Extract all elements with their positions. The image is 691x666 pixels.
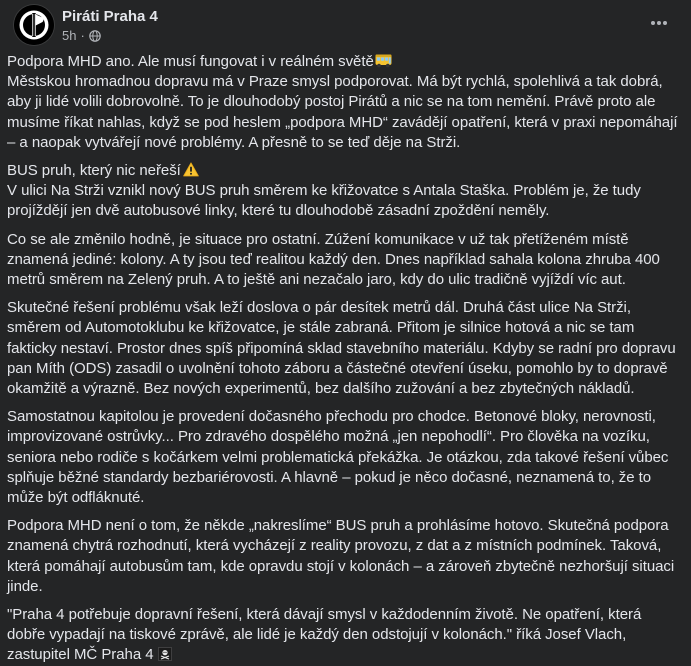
body-line: aby ji lidé volili dobrovolně. To je dlouhodobý postoj Pirátů a nic se na tom nemění. Právě proto ale — [7, 93, 656, 111]
paragraph-6 — [7, 516, 684, 597]
body-line: Skutečné řešení problému však leží doslova o pár desítek metrů dál. Druhá část ulice Na Strži, — [7, 299, 631, 317]
pirate-party-logo-icon — [14, 5, 54, 45]
body-line: okamžitě a výrazně. Bez nových experimentů, bez dalšího zužování a bez zbytečných nákladů. — [7, 380, 635, 398]
warning-emoji-icon — [183, 162, 199, 177]
body-line: směrem od Automotoklubu ke křižovatce, je stále zabraná. Přitom je silnice hotová a nic se tam — [7, 319, 635, 337]
body-line: projíždějí jen dvě autobusové linky, které tu dlouhodobě zásadní zpoždění neměly. — [7, 202, 550, 220]
bus-emoji-icon — [375, 54, 392, 68]
more-options-button[interactable] — [644, 8, 674, 38]
body-line: může být odfláknuté. — [7, 489, 145, 507]
post-timestamp[interactable]: 5h — [62, 28, 77, 43]
body-line: Podpora MHD ano. Ale musí fungovat i v reálném světě — [7, 53, 374, 70]
paragraph-4 — [7, 298, 684, 399]
paragraph-2 — [7, 161, 684, 222]
body-line: – a naopak vytvářejí nové problémy. A přesně to se teď děje na Strži. — [7, 133, 461, 151]
body-line: musíme říkat nahlas, když se pod heslem „podpora MHD“ zavádějí opatření, která v praxi nepomáhají — [7, 113, 678, 131]
body-line: znamená chytrá rozhodnutí, která vycházejí z reality provozu, z dat a z místních podmínek. Taková, — [7, 537, 662, 555]
body-line: Podpora MHD není o tom, že někde „nakreslíme“ BUS pruh a prohlásíme hotovo. Skutečná podpora — [7, 517, 669, 535]
body-line: metrů směrem na Zelený pruh. A to ještě ani nezačalo jaro, kdy do ulic tradičně vyjíždí víc aut. — [7, 271, 626, 289]
body-line: improvizované ostrůvky... Pro zdravého dospělého možná „jen nepohodlí“. Pro člověka na vozíku, — [7, 428, 650, 446]
body-line: Co se ale změnilo hodně, je situace pro ostatní. Zúžení komunikace v už tak přetíženém místě — [7, 230, 629, 248]
page-avatar[interactable] — [14, 5, 54, 45]
globe-icon[interactable] — [89, 30, 101, 42]
body-line: Městskou hromadnou dopravu má v Praze smysl podporovat. Má být rychlá, spolehlivá a tak dobrá, — [7, 73, 663, 91]
pirate-flag-emoji-icon — [158, 647, 172, 661]
post-meta — [62, 28, 101, 43]
meta-separator: · — [80, 28, 85, 43]
body-line: zastupitel MČ Praha 4 — [7, 646, 154, 664]
body-line: V ulici Na Strži vznikl nový BUS pruh směrem ke křižovatce s Antala Staška. Problém je, že tudy — [7, 182, 641, 200]
more-horizontal-icon — [650, 20, 668, 26]
paragraph-3 — [7, 230, 684, 291]
body-line: znamená jediné: kolony. A ty jsou teď realitou každý den. Dnes například sahala kolona zhruba 400 — [7, 250, 660, 268]
body-line: seniora nebo rodiče s kočárkem velmi problematická překážka. Je otázkou, zda takové řešení vůbec — [7, 448, 669, 466]
paragraph-7 — [7, 605, 684, 666]
body-line: BUS pruh, který nic neřeší — [7, 162, 181, 180]
page-name-link[interactable]: Piráti Praha 4 — [62, 8, 158, 25]
body-line: která pomáhají autobusům tam, kde opravdu stojí v kolonách – a zároveň zbytečně nezhoršují situaci — [7, 557, 675, 575]
body-line: jinde. — [7, 577, 43, 595]
body-line: splňuje běžné standardy bezbariérovosti. A hlavně – pokud je něco dočasné, neznamená to, že to — [7, 468, 652, 486]
body-line: fakticky nestaví. Prostor dnes spíš připomíná sklad stavebního materiálu. Kdyby se radní pro dopravu — [7, 339, 676, 357]
body-line: Samostatnou kapitolou je provedení dočasného přechodu pro chodce. Betonové bloky, nerovnosti, — [7, 408, 656, 426]
body-line: "Praha 4 potřebuje dopravní řešení, která dávají smysl v každodenním životě. Ne opatření, která — [7, 606, 642, 624]
body-line: pan Míth (ODS) zasadil o uvolnění tohoto záboru a částečné otevření úseku, pomohlo by to dopravě — [7, 359, 668, 377]
post-header — [7, 0, 684, 52]
paragraph-5 — [7, 407, 684, 508]
post-body — [7, 52, 684, 666]
paragraph-1 — [7, 52, 684, 153]
body-line: dobře vypadají na tiskové zprávě, ale lidé je každý den odstojují v kolonách." říká Josef Vlach, — [7, 626, 627, 644]
